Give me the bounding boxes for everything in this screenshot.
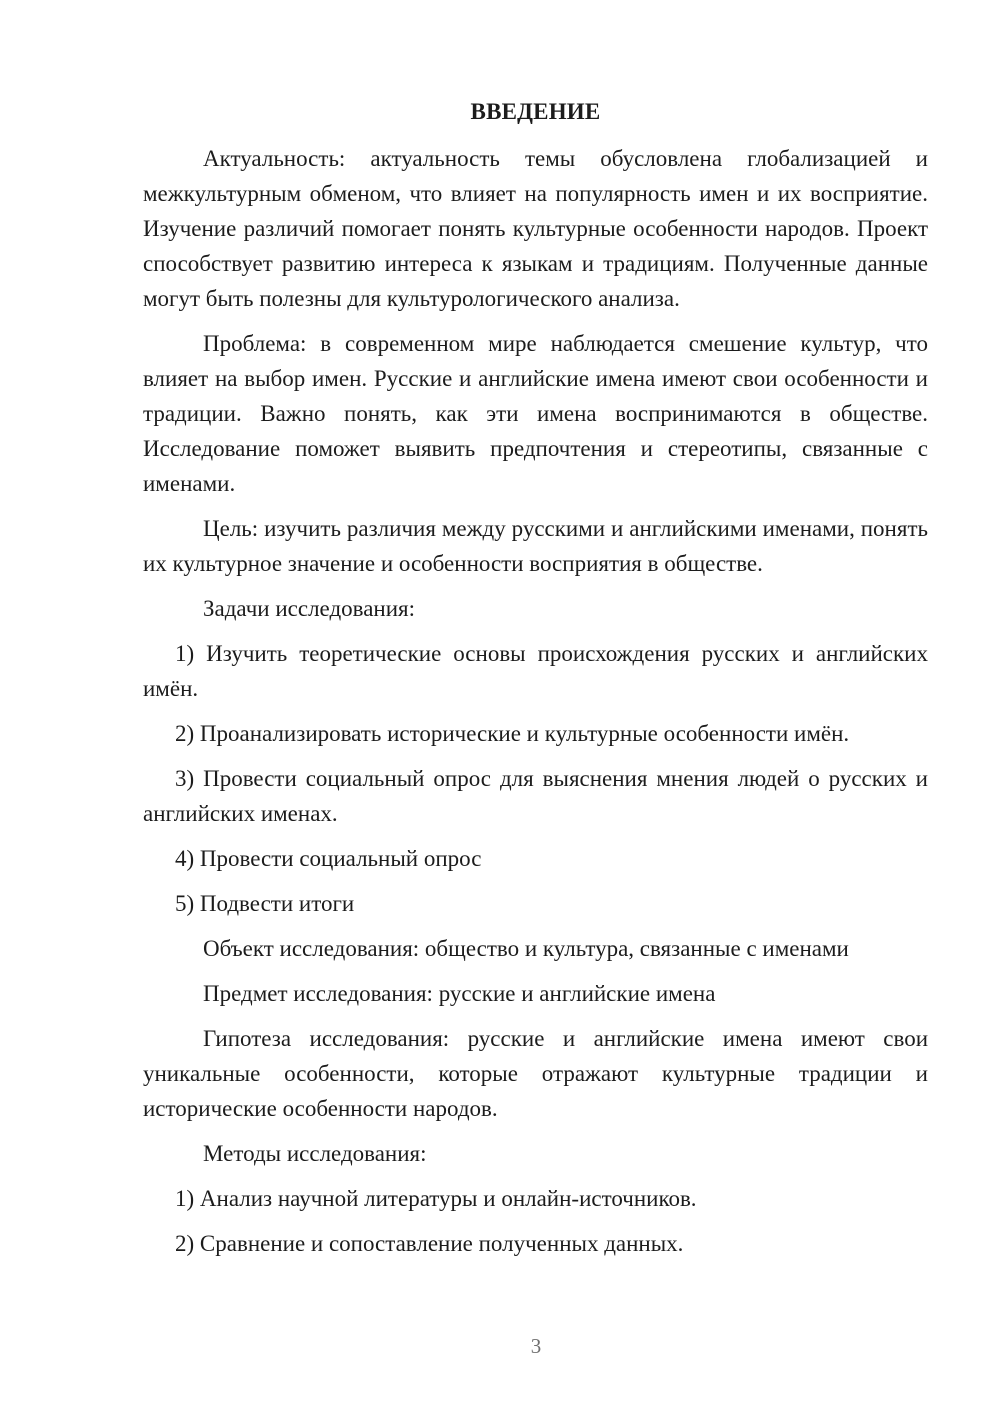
method-item-1: 1) Анализ научной литературы и онлайн-источников. xyxy=(175,1186,697,1211)
page-number: 3 xyxy=(530,1334,542,1358)
paragraph-problem: Проблема: в современном мире наблюдается смешение культур, что влияет на выбор имен. Русские и английские имена имеют свои особенности и традиции. Важно понять, как эти имена воспринимаются в обществе. Исследование поможет выявить предпочтения и стереотипы, связанные с именами. xyxy=(143,331,928,496)
task-item-5: 5) Подвести итоги xyxy=(175,891,355,916)
task-item-2: 2) Проанализировать исторические и культурные особенности имён. xyxy=(175,721,850,746)
method-item-2: 2) Сравнение и сопоставление полученных данных. xyxy=(175,1231,684,1256)
task-item-4: 4) Провести социальный опрос xyxy=(175,846,482,871)
paragraph-hypothesis: Гипотеза исследования: русские и английские имена имеют свои уникальные особенности, которые отражают культурные традиции и исторические особенности народов. xyxy=(143,1026,928,1121)
task-item-1: 1) Изучить теоретические основы происхождения русских и английских имён. xyxy=(143,641,928,701)
task-item-3: 3) Провести социальный опрос для выяснения мнения людей о русских и английских именах. xyxy=(143,766,928,826)
page-content xyxy=(143,94,928,1271)
paragraph-subject: Предмет исследования: русские и английские имена xyxy=(203,981,716,1006)
paragraph-goal: Цель: изучить различия между русскими и английскими именами, понять их культурное значение и особенности восприятия в обществе. xyxy=(143,516,928,576)
paragraph-tasks-heading: Задачи исследования: xyxy=(203,596,416,621)
paragraph-methods-heading: Методы исследования: xyxy=(203,1141,427,1166)
page-title: ВВЕДЕНИЕ xyxy=(470,99,601,124)
paragraph-relevance: Актуальность: актуальность темы обусловлена глобализацией и межкультурным обменом, что влияет на популярность имен и их восприятие. Изучение различий помогает понять культурные особенности народов. Проект способствует развитию интереса к языкам и традициям. Полученные данные могут быть полезны для культурологического анализа. xyxy=(143,146,928,311)
paragraph-object: Объект исследования: общество и культура, связанные с именами xyxy=(203,936,849,961)
